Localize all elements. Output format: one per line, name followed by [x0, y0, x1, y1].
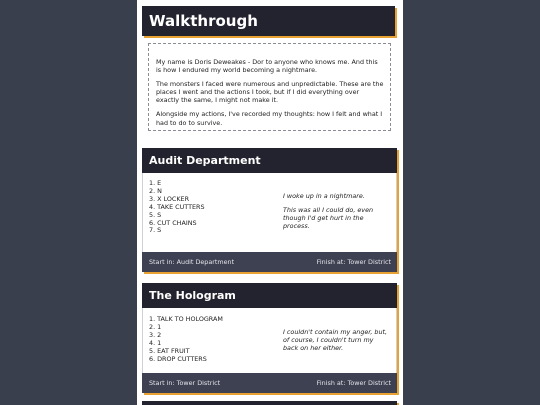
step-item: 4. 1 — [149, 338, 162, 347]
intro-paragraph: Alongside my actions, I've recorded my thoughts: how I felt and what I had to do to survive. — [156, 110, 383, 127]
section-footer — [142, 252, 397, 272]
section-notes — [283, 329, 388, 359]
finish-location: Finish at: Tower District — [316, 258, 391, 266]
step-item: 1. E — [149, 179, 162, 187]
intro-paragraph: The monsters I faced were numerous and unpredictable. These are the places I went and the actions I took, but if I did everything over exactly the same, I might not make it. — [156, 80, 384, 105]
section-body — [142, 308, 397, 373]
step-item: 3. X LOCKER — [149, 194, 190, 203]
step-item: 2. 1 — [149, 322, 162, 331]
note-paragraph: I woke up in a nightmare. — [283, 192, 365, 200]
step-item: 6. DROP CUTTERS — [149, 354, 207, 363]
section-footer — [142, 373, 397, 393]
section-card-the-hologram — [142, 283, 397, 393]
step-item: 6. CUT CHAINS — [149, 218, 197, 227]
page-title: Walkthrough — [149, 12, 258, 30]
step-item: 3. 2 — [149, 330, 162, 339]
section-card-audit-department — [142, 148, 397, 272]
step-item: 7. S — [149, 226, 162, 235]
start-location: Start in: Audit Department — [149, 258, 235, 266]
section-body — [142, 173, 397, 252]
walkthrough-page — [137, 0, 403, 405]
step-item: 5. EAT FRUIT — [149, 346, 190, 355]
note-paragraph: I couldn't contain my anger, but, of course, I couldn't turn my back on her either. — [283, 328, 388, 352]
page-header — [142, 6, 395, 36]
step-item: 2. N — [149, 186, 162, 195]
section-title: Audit Department — [142, 148, 397, 173]
step-list — [149, 180, 205, 235]
intro-paragraph: My name is Doris Deweakes - Dor to anyone who knows me. And this is how I endured my world becoming a nightmare. — [156, 58, 378, 75]
step-item: 4. TAKE CUTTERS — [149, 202, 205, 211]
finish-location: Finish at: Tower District — [316, 379, 391, 387]
section-notes — [283, 193, 388, 237]
next-section-card — [142, 401, 397, 405]
note-paragraph: This was all I could do, even though I'd get hurt in the process. — [283, 205, 374, 230]
section-title: The Hologram — [142, 283, 397, 308]
start-location: Start in: Tower District — [149, 379, 221, 387]
step-item: 5. S — [149, 210, 162, 219]
intro-box — [148, 43, 391, 131]
step-item: 1. TALK TO HOLOGRAM — [149, 315, 223, 323]
step-list — [149, 316, 223, 363]
